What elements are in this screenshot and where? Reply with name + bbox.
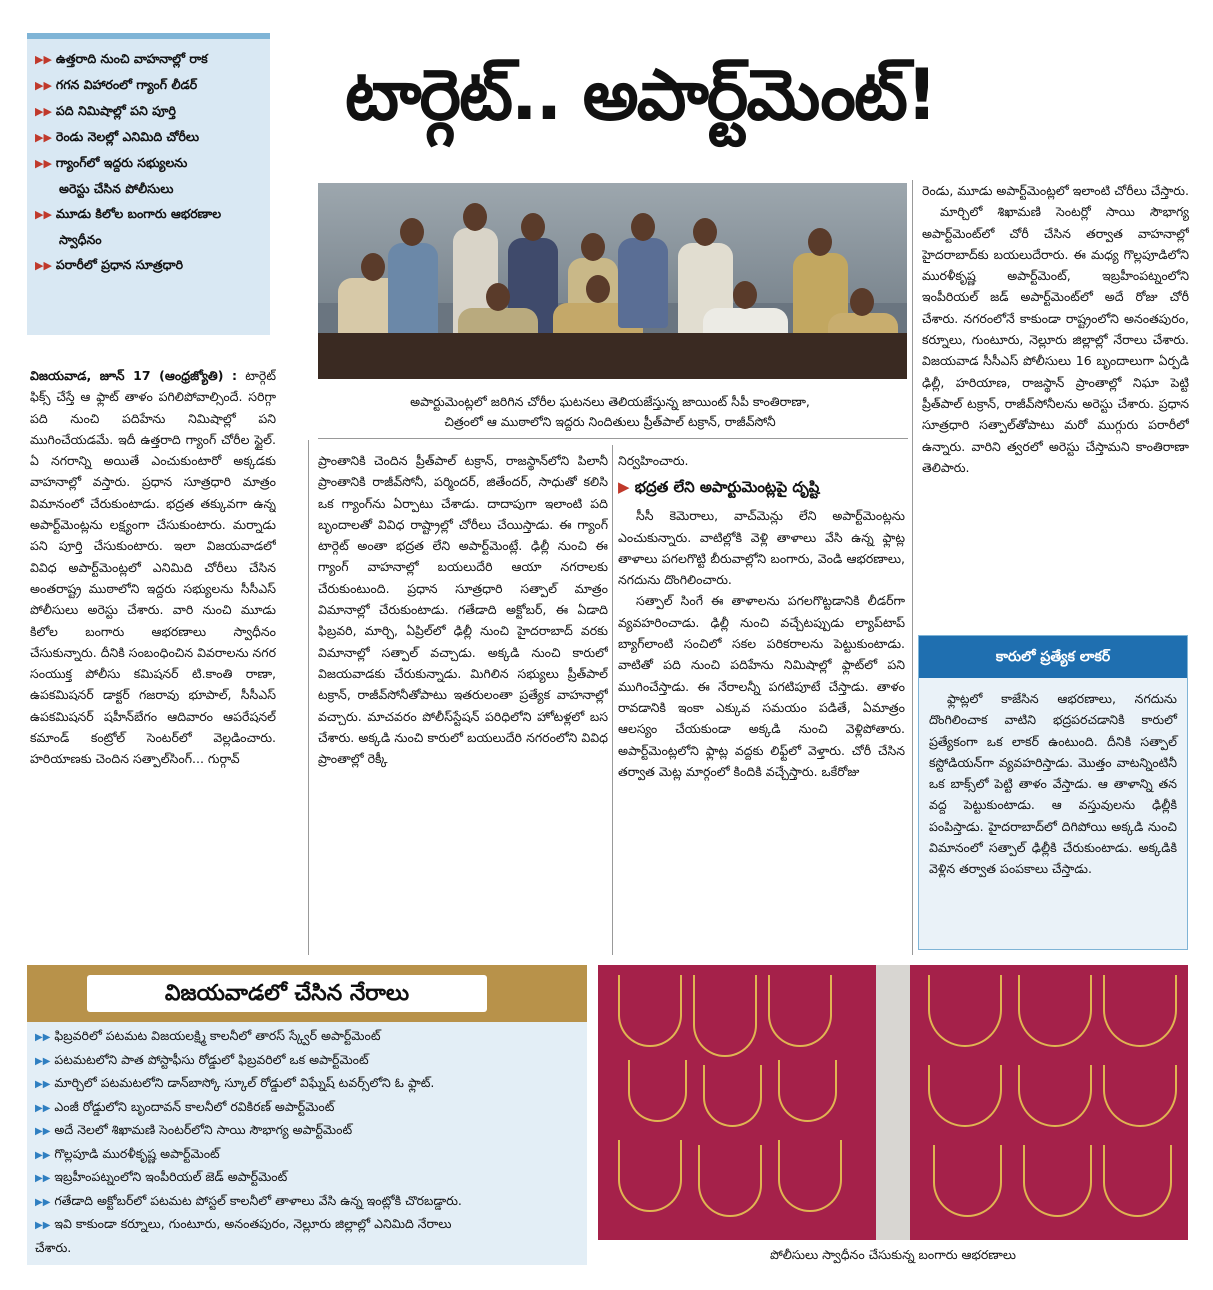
crimes-box-header	[27, 965, 587, 1022]
highlight-item: ▶▶ గ్యాంగ్‌లో ఇద్దరు సభ్యులను	[35, 155, 188, 170]
double-arrow-icon: ▶▶	[35, 1173, 51, 1184]
double-arrow-icon: ▶▶	[35, 105, 52, 118]
double-arrow-icon: ▶▶	[35, 1126, 51, 1137]
double-arrow-icon: ▶▶	[35, 53, 52, 66]
article-paragraph: మార్చిలో శిఖామణి సెంటర్లో సాయి సౌభాగ్య అపార్ట్‌మెంట్‌లో చోరీ చేసిన తర్వాత వాహనాల్లో హైదరాబాద్‌కు బయలుదేరారు. ఈ మధ్య గొల్లపూడిలోని మురళీకృష్ణ అపార్ట్‌మెంట్, ఇబ్రహీంపట్నంలోని ఇంపీరియల్ జడ్ అపార్ట్‌మెంట్‌లో అదే రోజు చోరీ చేశారు. నగరంలోనే కాకుండా రాష్ట్రంలోని అనంతపురం, కర్నూలు, గుంటూరు, నెల్లూరు జిల్లాల్లో నేరాలు చేశారు. విజయవాడ సీసీఎస్ పోలీసులు 16 బృందాలుగా ఏర్పడి ఢిల్లీ, హరియాణ, రాజస్థాన్ ప్రాంతాల్లో నిఘా పెట్టి ప్రీత్‌పాల్ టక్రాన్, రాజీవ్‌సోనీలను అరెస్టు చేశారు. ప్రధాన సూత్రధారి సత్పాల్‌తోపాటు మరో ముగ్గురు పరారీలో ఉన్నారు. వారిని త్వరలో అరెస్టు చేస్తామని కాంతిరాణా తెలిపారు.	[922, 204, 1189, 475]
highlight-item: ▶▶ పరారీలో ప్రధాన సూత్రధారి	[35, 257, 184, 272]
article-paragraph: సీసీ కెమెరాలు, వాచ్‌మెన్లు లేని అపార్ట్‌మెంట్లను ఎంచుకున్నారు. వాటిల్లోకి వెళ్లి తాళాలు వేసి ఉన్న ఫ్లాట్ల తాళాలు పగలగొట్టి బీరువాల్లోని బంగారు, వెండి ఆభరణాలు, నగదును దొంగిలించారు.	[618, 508, 905, 588]
article-column-2	[318, 450, 608, 955]
crime-item: ▶▶ పటమటలోని పాత పోస్టాఫీసు రోడ్డులో ఫిబ్రవరిలో ఒక అపార్ట్‌మెంట్	[35, 1051, 369, 1067]
crimes-box-title: విజయవాడలో చేసిన నేరాలు	[87, 975, 487, 1012]
article-paragraph: రెండు, మూడు అపార్ట్‌మెంట్లలో ఇలాంటి చోరీలు చేస్తారు.	[922, 183, 1189, 198]
crime-item: ▶▶ ఎంజీ రోడ్డులోని బృందావన్ కాలనీలో రవికిరణ్ అపార్ట్‌మెంట్	[35, 1098, 335, 1114]
article-subheading: ▶ భద్రత లేని అపార్టుమెంట్లపై దృష్టి	[618, 478, 820, 497]
double-arrow-icon: ▶▶	[35, 1102, 51, 1114]
double-arrow-icon: ▶▶	[35, 1079, 51, 1090]
photo-caption	[310, 392, 910, 432]
crime-item: ▶▶ ఫిబ్రవరిలో పటమట విజయలక్ష్మి కాలనీలో తారస్ స్క్వేర్ అపార్ట్‌మెంట్	[35, 1028, 381, 1043]
double-arrow-icon: ▶▶	[35, 1196, 51, 1208]
crime-item: ▶▶ ఇబ్రహీంపట్నంలోని ఇంపీరియల్ జెడ్ అపార్ట్‌మెంట్	[35, 1169, 288, 1184]
crime-item-continued: చేశారు.	[35, 1239, 72, 1255]
highlight-item: ▶▶ మూడు కిలోల బంగారు ఆభరణాల	[35, 206, 222, 221]
double-arrow-icon: ▶▶	[35, 1220, 51, 1231]
crime-item: ▶▶ గతేడాది అక్టోబర్‌లో పటమట పోస్టల్ కాలనీలో తాళాలు వేసి ఉన్న ఇంట్లోకి చొరబడ్డారు.	[35, 1192, 462, 1208]
article-paragraph: విజయవాడ, జూన్ 17 (ఆంధ్రజ్యోతి) : టార్గెట్ ఫిక్స్ చేస్తే ఆ ఫ్లాట్ తాళం పగిలిపోవాల్సిందే. సరిగ్గా పది నుంచి పదిహేను నిమిషాల్లో పని ముగించేయడమే. ఇదీ ఉత్తరాది గ్యాంగ్ చోరీల స్టైల్. ఏ నగరాన్ని అయితే ఎంచుకుంటారో అక్కడకు వాహనాల్లో వస్తారు. ప్రధాన సూత్రధారి మాత్రం విమానంలో చేరుకుంటాడు. భద్రత తక్కువగా ఉన్న అపార్ట్‌మెంట్లను లక్ష్యంగా చేసుకుంటారు. మర్నాడు పని పూర్తి చేసుకుంటారు. ఇలా విజయవాడలో వివిధ అపార్ట్‌మెంట్లలో ఎనిమిది చోరీలు చేసిన అంతరాష్ట్ర ముఠాలోని ఇద్దరు సభ్యులను సీసీఎస్ పోలీసులు అరెస్టు చేశారు. వారి నుంచి మూడు కిలోల బంగారు ఆభరణాలు స్వాధీనం చేసుకున్నారు. దీనికి సంబంధించిన వివరాలను నగర సంయుక్త పోలీసు కమిషనర్ టి.కాంతి రాణా, ఉపకమిషనర్ డాక్టర్ గజరావు భూపాల్, సీసీఎస్ ఉపకమిషనర్ షహీన్‌బేగం ఆదివారం ఆపరేషనల్ కమాండ్ కంట్రోల్ సెంటర్‌లో వెల్లడించారు. హరియాణకు చెందిన సత్పాల్‌సింగ్... గుర్గావ్	[30, 368, 276, 767]
press-conference-photo	[318, 183, 907, 379]
article-column-4	[922, 180, 1189, 620]
article-paragraph: నిర్వహించారు.	[618, 453, 689, 468]
crime-item: ▶▶ ఇవి కాకుండా కర్నూలు, గుంటూరు, అనంతపురం, నెల్లూరు జిల్లాల్లో ఎనిమిది నేరాలు	[35, 1216, 452, 1231]
dateline: విజయవాడ, జూన్ 17 (ఆంధ్రజ్యోతి) :	[30, 368, 238, 383]
crimes-box	[27, 965, 587, 1265]
headline: టార్గెట్.. అపార్ట్‌మెంట్!	[345, 54, 936, 136]
article-paragraph: సత్పాల్ సింగే ఈ తాళాలను పగలగొట్టడానికి లీడర్‌గా వ్యవహరించాడు. ఢిల్లీ నుంచి వచ్చేటప్పుడు ల్యాప్‌టాప్ బ్యాగ్‌లాంటి సంచిలో సకల పరికరాలను పెట్టుకుంటాడు. వాటితో పది నుంచి పదిహేను నిమిషాల్లో ఫ్లాట్‌లో పని ముగించేస్తాడు. ఈ నేరాలన్నీ పగటిపూటే చేస్తాడు. తాళం రావడానికి ఇంకా ఎక్కువ సమయం పడితే, ఏమాత్రం ఆలస్యం చేయకుండా అక్కడి నుంచి వెళ్లిపోతారు. అపార్ట్‌మెంట్లలోని ఫ్లాట్ల వద్దకు లిఫ్ట్‌లో వెళ్తారు. చోరీ చేసిన తర్వాత మెట్ల మార్గంలో కిందికి వచ్చేస్తారు. ఒకేరోజు	[618, 593, 905, 779]
double-arrow-icon: ▶▶	[35, 79, 52, 92]
highlight-item: ▶▶ రెండు నెలల్లో ఎనిమిది చోరీలు	[35, 129, 200, 144]
photo-caption-line: చిత్రంలో ఆ ముఠాలోని ఇద్దరు నిందితులు ప్రీత్‌పాల్ టక్రాన్, రాజీవ్‌సోనీ	[444, 414, 776, 429]
jewelry-photo-caption: పోలీసులు స్వాధీనం చేసుకున్న బంగారు ఆభరణాలు	[769, 1247, 1017, 1262]
photo-caption-line: అపార్టుమెంట్లలో జరిగిన చోరీల ఘటనలు తెలియజేస్తున్న జాయింట్ సీపీ కాంతిరాణా,	[410, 394, 810, 409]
double-arrow-icon: ▶▶	[35, 1032, 51, 1043]
locker-box	[918, 635, 1188, 950]
double-arrow-icon: ▶▶	[35, 208, 52, 221]
crime-item: ▶▶ గొల్లపూడి మురళీకృష్ణ అపార్ట్‌మెంట్	[35, 1145, 220, 1161]
article-column-1	[30, 365, 276, 953]
locker-box-title: కారులో ప్రత్యేక లాకర్	[919, 636, 1187, 678]
double-arrow-icon: ▶▶	[35, 1055, 51, 1067]
double-arrow-icon: ▶▶	[35, 131, 52, 144]
highlight-item-continued: అరెస్టు చేసిన పోలీసులు	[59, 181, 174, 196]
double-arrow-icon: ▶▶	[35, 1149, 51, 1161]
double-arrow-icon: ▶▶	[35, 259, 52, 272]
article-paragraph: ప్రాంతానికి చెందిన ప్రీత్‌పాల్ టక్రాన్, రాజస్థాన్‌లోని పిలానీ ప్రాంతానికి రాజీవ్‌సోనీ, పర్మిందర్, జితేందర్, సాధుతో కలిసి ఒక గ్యాంగ్‌ను ఏర్పాటు చేశాడు. దాదాపుగా ఇలాంటి పది బృందాలతో వివిధ రాష్ట్రాల్లో చోరీలు చేయిస్తాడు. ఈ గ్యాంగ్ టార్గెట్ అంతా భద్రత లేని అపార్ట్‌మెంట్లే. ఢిల్లీ నుంచి ఈ గ్యాంగ్ వాహనాల్లో బయలుదేరి ఆయా నగరాలకు చేరుకుంటుంది. ప్రధాన సూత్రధారి సత్పాల్ మాత్రం విమానాల్లో చేరుకుంటాడు. గతేడాది అక్టోబర్, ఈ ఏడాది ఫిబ్రవరి, మార్చి, ఏప్రిల్‌లో ఢిల్లీ నుంచి హైదరాబాద్ వరకు విమానాల్లో సత్పాల్ వచ్చాడు. అక్కడి నుంచి కారులో విజయవాడకు చేరుకున్నాడు. మిగిలిన సభ్యులు ప్రీత్‌పాల్ టక్రాన్, రాజీవ్‌సోనీతోపాటు ఇతరులంతా ప్రత్యేక వాహనాల్లో వచ్చారు. మాచవరం పోలీస్‌స్టేషన్ పరిధిలోని హోటళ్లలో బస చేశారు. అక్కడి నుంచి కారులో బయలుదేరి నగరంలోని వివిధ ప్రాంతాల్లో రెక్కీ	[318, 453, 608, 767]
highlight-item: ▶▶ ఉత్తరాది నుంచి వాహనాల్లో రాక	[35, 51, 208, 66]
double-arrow-icon: ▶▶	[35, 157, 52, 170]
highlight-item-continued: స్వాధీనం	[59, 232, 102, 247]
highlight-item: ▶▶ పది నిమిషాల్లో పని పూర్తి	[35, 103, 176, 118]
locker-box-text: ఫ్లాట్లలో కాజేసిన ఆభరణాలు, నగదును దొంగిలించాక వాటిని భద్రపరచడానికి కారులో ప్రత్యేకంగా ఒక లాకర్ ఉంటుంది. దీనికి సత్పాల్ కస్టోడియన్‌గా వ్యవహరిస్తాడు. మొత్తం వాటన్నింటినీ ఒక బాక్స్‌లో పెట్టి తాళం వేస్తాడు. ఆ తాళాన్ని తన వద్ద పెట్టుకుంటాడు. ఆ వస్తువులను ఢిల్లీకి పంపిస్తాడు. హైదరాబాద్‌లో దిగిపోయి అక్కడి నుంచి విమానంలో సత్పాల్ ఢిల్లీకి చేరుకుంటాడు. అక్కడికి వెళ్లిన తర్వాత పంపకాలు చేస్తాడు.	[929, 691, 1177, 877]
crime-item: ▶▶ అదే నెలలో శిఖామణి సెంటర్‌లోని సాయి సౌభాగ్య అపార్ట్‌మెంట్	[35, 1122, 353, 1137]
highlight-item: ▶▶ గగన విహారంలో గ్యాంగ్ లీడర్	[35, 77, 198, 92]
crimes-list	[35, 1025, 583, 1258]
highlights-box	[27, 33, 270, 335]
crime-item: ▶▶ మార్చిలో పటమటలోని డాన్‌బాస్కో స్కూల్ రోడ్డులో విఘ్నేష్ టవర్స్‌లోని ఓ ఫ్లాట్.	[35, 1075, 435, 1090]
seized-jewelry-photo	[598, 965, 1188, 1240]
article-column-3	[618, 450, 905, 955]
